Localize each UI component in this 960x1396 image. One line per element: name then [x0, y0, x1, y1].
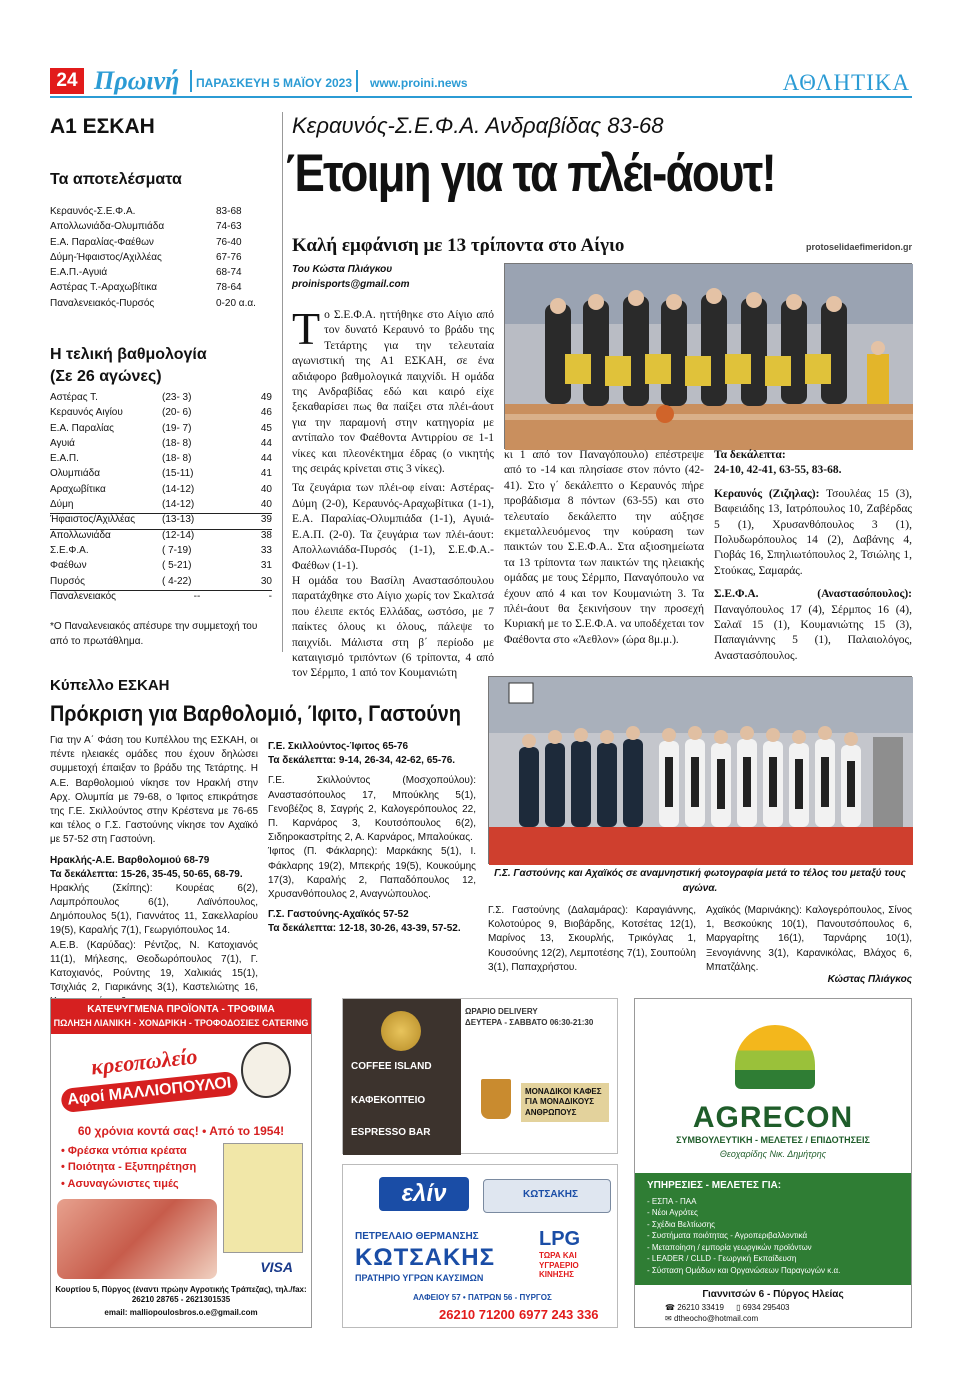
ad4-address: Γιαννιτσών 6 - Πύργος Ηλείας [702, 1289, 844, 1300]
ad4-tagline-2: Θεοχαρίδης Νικ. Δημήτρης [719, 1149, 827, 1159]
cup-column-4: Αχαϊκός (Μαρινάκης): Καλογερόπουλος, Σίνος 1, Βεσκούκης 10(1), Πανουτσόπουλος 6, Μαργαρίτης 16(1), Ταρνάρης 10(1), Ξενογιάννης 3(1), Καρανικόλας, Βλάχος 6, Μπατζάλης. [706, 905, 912, 973]
team-photo-image [505, 264, 913, 450]
ad1-slogan: 60 χρόνια κοντά σας! • Από το 1954! [77, 1123, 285, 1138]
header-divider [356, 70, 358, 92]
mobile-icon: ▯ [736, 1303, 743, 1312]
ad1-top-line-2: ΠΩΛΗΣΗ ΛΙΑΝΙΚΗ - ΧΟΝΔΡΙΚΗ - ΤΡΟΦΟΔΟΣΙΕΣ CATERING [53, 1018, 309, 1028]
dropcap: Τ [292, 303, 321, 354]
article-kicker: Κεραυνός-Σ.Ε.Φ.Α. Ανδραβίδας 83-68 [292, 113, 664, 138]
coffee-ad[interactable] [342, 998, 618, 1154]
standings-row: Πυρσός ( 4-22) 30 [50, 576, 272, 591]
cup-kicker: Κύπελλο ΕΣΚΑΗ [50, 677, 170, 694]
standings-row: Ήφαιστος/Αχιλλέας (13-13) 39 [50, 514, 272, 529]
standings-heading: Η τελική βαθμολογία (Σε 26 αγώνες) [50, 346, 207, 386]
issue-date: ΠΑΡΑΣΚΕΥΗ 5 ΜΑΪΟΥ 2023 [196, 76, 353, 90]
ad1-bullet: • Φρέσκα ντόπια κρέατα [61, 1144, 187, 1157]
ad1-brand-big: Αφοί ΜΑΛΛΙΟΠΟΥΛΟΙ [60, 1070, 238, 1113]
standings-row: Κεραυνός Αιγίου (20- 6) 46 [50, 407, 272, 419]
ad2-brand: COFFEE ISLAND [351, 1061, 432, 1072]
standings-row: Σ.Ε.Φ.Α. ( 7-19) 33 [50, 544, 272, 556]
ad4-service: - Σύσταση Ομάδων και Οργανώσεων Παραγωγών κ.α. [647, 1266, 841, 1276]
ad4-service: - Μεταποίηση / εμπορία γεωργικών προϊόντων [647, 1242, 812, 1252]
standings-row: Παναλενειακός -- - [50, 590, 272, 602]
standings-row: Αραχωβίτικα (14-12) 40 [50, 483, 272, 495]
standings-row: Απολλωνιάδα (12-14) 38 [50, 529, 272, 541]
ad4-services-title: ΥΠΗΡΕΣΙΕΣ - ΜΕΛΕΤΕΣ ΓΙΑ: [647, 1180, 782, 1191]
ad3-lpg-sub: ΤΩΡΑ ΚΑΙ ΥΓΡΑΕΡΙΟ ΚΙΝΗΣΗΣ [539, 1251, 579, 1280]
results-row: Αστέρας Τ.-Αραχωβίτικα 78-64 [50, 282, 242, 294]
ad3-lpg: LPG [539, 1228, 581, 1250]
bull-logo-icon [241, 1042, 291, 1098]
results-row: Ε.Α. Παραλίας-Φαέθων 76-40 [50, 236, 242, 248]
ad2-label-1: ΚΑΦΕΚΟΠΤΕΙΟ [351, 1095, 426, 1106]
standings-row: Δύμη (14-12) 40 [50, 499, 272, 514]
agrecon-logo-icon [735, 1025, 815, 1089]
ad1-email[interactable]: email: malliopoulosbros.o.e@gmail.com [104, 1307, 258, 1317]
withdrawal-note: *Ο Παναλενειακός απέσυρε την συμμετοχή του από το πρωτάθλημα. [50, 621, 258, 647]
watermark: protoselidaefimeridon.gr [806, 242, 913, 252]
byline [292, 263, 410, 292]
header-divider [190, 70, 192, 92]
article-column-2: κι 1 από τον Παναγόπουλο) επέστρεψε από το -14 και πλησίασε στον πόντο (42-41). Στο γ΄ δεκάλεπτο ο Κεραυνός πήρε προβάδισμα 8 πόντων (63-55) και στο τελευταίο δεκάλεπτο την αύξησε εκμεταλλευόμενος την κούραση των παικτών του Σ.Ε.Φ.Α.. Στα αξιοσημείωτα τα 13 τρίποντα των παικτών της ηλειακής ομάδας με τους Σέρμπο, Παναγόπουλο να έχουν από 4 και τον Κουμανιώτη 3. Τα πλέι-άουτ θα ξεκινήσουν την προσεχή Κυριακή με το Σ.Ε.Φ.Α. να υποδέχεται τον Φαέθοντα στο «Άεθλον» (ώρα 8μ.μ.). [504, 449, 704, 646]
ad1-bullet: • Ασυναγώνιστες τιμές [61, 1177, 179, 1190]
standings-row: Ολυμπιάδα (15-11) 41 [50, 468, 272, 480]
cup-title: Πρόκριση για Βαρθολομιό, Ίφιτο, Γαστούνη [50, 701, 461, 726]
agrecon-ad[interactable] [634, 998, 912, 1328]
ad2-hours-title: ΩΡΑΡΙΟ DELIVERY [465, 1007, 538, 1016]
ad1-brand-small: κρεοπωλείο [89, 1043, 199, 1080]
ad2-hours: ΔΕΥΤΕΡΑ - ΣΑΒΒΑΤΟ 06:30-21:30 [465, 1017, 594, 1027]
standings-row: Φαέθων ( 5-21) 31 [50, 560, 272, 572]
ad4-phone-2: 6934 295403 [742, 1303, 790, 1312]
phone-icon: ☎ [665, 1303, 678, 1312]
ad4-tagline-1: ΣΥΜΒΟΥΛΕΥΤΙΚΗ - ΜΕΛΕΤΕΣ / ΕΠΙΔΟΤΗΣΕΙΣ [676, 1135, 870, 1145]
ad3-truck-label: ΚΩΤΣΑΚΗΣ [523, 1189, 579, 1200]
page-number: 24 [50, 68, 84, 94]
results-heading: Τα αποτελέσματα [50, 171, 182, 188]
elin-logo: ελίν [379, 1177, 469, 1211]
results-row: Παναλενειακός-Πυρσός 0-20 α.α. [50, 297, 256, 309]
standings-row: Ε.Α. Παραλίας (19- 7) 45 [50, 422, 272, 434]
ad2-box: ΜΟΝΑΔΙΚΟΙ ΚΑΦΕΣ ΓΙΑ ΜΟΝΑΔΙΚΟΥΣ ΑΝΘΡΩΠΟΥΣ [521, 1083, 609, 1122]
results-row: Κεραυνός-Σ.Ε.Φ.Α. 83-68 [50, 206, 242, 217]
ad4-service: - Συστήματα ποιότητας - Αγροπεριβαλλοντικά [647, 1231, 808, 1241]
article-subtitle: Καλή εμφάνιση με 13 τρίποντα στο Αίγιο [292, 235, 625, 256]
results-row: Δύμη-Ήφαιστος/Αχιλλέας 67-76 [50, 251, 242, 263]
results-row: Ε.Α.Π.-Αγυιά 68-74 [50, 267, 242, 279]
cup-column-1: Για την Α΄ Φάση του Κυπέλλου της ΕΣΚΑΗ, οι πέντε ηλειακές ομάδες που έχουν δηλώσει συμμετοχή έπαιξαν το βράδυ της Τετάρτης. Η Α.Ε. Βαρθολομιού νίκησε τον Ηρακλή στην Αρχ. Ολυμπία με 79-68, ο Ίφιτος επικράτησε της Γ.Ε. Σκιλλούντος στην Κρέστενα με 76-65 και τέλος ο Γ.Σ. Γαστούνης νίκησε τον Αχαϊκό με 57-52 στη Γαστούνη. Ηρακλής-Α.Ε. Βαρθολομιού 68-79 Τα δεκάλεπτα: 15-26, 35-45, 50-65, 68-79. Ηρακλής (Σκίπης): Κουρέας 6(2), Λαμπρόπουλος 6(1), Λαϊνόπουλος, Δημόπουλος 5(1), Γιαννάτος 11, Σακελλαρίου 19(5), Καραλής 7(1), Γεωργιόπουλος 14. Α.Ε.Β. (Καρύδας): Ρέντζος, Ν. Κατοχιανός 11(1), Μήλεσης, Θεοδωρόπουλος 7(1), Γ. Κατοχιανός, Ρούντης 19, Χαλικιάς 15(1), Τσιχλιάς 2, Γιαρικάνης 3(1), Καστελιώτης 16, [50, 735, 258, 994]
card-promo-image [223, 1143, 303, 1253]
results-table [50, 206, 262, 313]
ad2-label-2: ESPRESSO BAR [351, 1127, 431, 1138]
butcher-ad[interactable] [50, 998, 312, 1328]
flower-logo-icon [381, 1011, 421, 1051]
ad3-line-1: ΠΕΤΡΕΛΑΙΟ ΘΕΡΜΑΝΣΗΣ [355, 1231, 479, 1242]
ad4-brand: AGRECON [692, 1101, 854, 1134]
cup-photo [488, 676, 912, 864]
site-url[interactable]: www.proini.news [370, 76, 468, 90]
standings-row: Ε.Α.Π. (18- 8) 44 [50, 453, 272, 465]
column-divider [282, 112, 283, 652]
ad1-top-line-1: ΚΑΤΕΨΥΓΜΕΝΑ ΠΡΟΪΟΝΤΑ - ΤΡΟΦΙΜΑ [87, 1004, 275, 1015]
ad3-phone-2: 6977 243 336 [519, 1307, 599, 1322]
ad3-address: ΑΛΦΕΙΟΥ 57 • ΠΑΤΡΩΝ 56 - ΠΥΡΓΟΣ [413, 1293, 552, 1302]
ad4-service: - Σχέδια Βελτίωσης [647, 1219, 716, 1229]
cup-column-2: Γ.Ε. Σκιλλούντος-Ίφιτος 65-76 Τα δεκάλεπτα: 9-14, 26-34, 42-62, 65-76. Γ.Ε. Σκιλλούντος (Μοσχοπούλου): Αναστασόπουλος 17, Μπούκλης 5(1), Γενοβέζος 8, Σαγρής 2, Καλογερόπουλος 22, Π. Καρνάρος 3, Κουτσόπουλος 6(2), Σιδηροκαστρίτης 2, Α. Καρνάρος, Μπαλούκας. Ίφιτος (Π. Φάκλαρης): Μαρκάκης 5(1), Ι. Φάκλαρης 19(2), Μπεκρής 19(5), Κουκούμης 17(3), Καραλής 2, Παπαδόπουλος 12, Χρυσανθόπουλος 2, Αναγνώπουλος. Γ.Σ. Γαστούνης-Αχαϊκός 57-52 Τα δεκάλεπτα: 12-18, 30-26, 43-39, 57-52. [268, 741, 476, 935]
section-title: ΑΘΛΗΤΙΚΑ [782, 70, 910, 95]
mail-icon: ✉ [665, 1313, 674, 1323]
cup-photo-caption: Γ.Σ. Γαστούνης και Αχαϊκός σε αναμνηστική φωτογραφία μετά το τέλος του μεταξύ τους αγώνα. [494, 868, 906, 894]
team-photo [504, 263, 912, 449]
ad1-bullet: • Ποιότητα - Εξυπηρέτηση [61, 1161, 197, 1174]
ad4-service: - ΕΣΠΑ - ΠΑΑ [647, 1196, 697, 1206]
cup-photo-image [489, 677, 913, 865]
ad4-service: - Νέοι Αγρότες [647, 1208, 698, 1218]
article-column-3: Τα δεκάλεπτα: 24-10, 42-41, 63-55, 83-68. Κεραυνός (Ζιζηλας): Τσουλέας 15 (3), Βαφειάδης 13, Ιατρόπουλος 10, Ζαβέρδας 5 (1), Χρυσανθόπουλος 3 (1), Πολυδωρόπουλος 14 (2), Δαβάνης 4, Γιοβάς 16, Σπηλιωτόπουλος 2, Τσιώλης 1, Στούκας, Σαμαράς. Σ.Ε.Φ.Α. (Αναστασόπουλος): Παναγόπουλος 17 (4), Σέρμπος 16 (4), Σαλαϊ 15 (1), Κουμανιώτης 15 (3), Παπαγιάννης 5 (1), Παλαιολόγος, Αναστασόπουλος. [714, 449, 912, 662]
author-name: Του Κώστα Πλιάγκου [292, 264, 393, 275]
ad4-email[interactable]: dtheocho@hotmail.com [673, 1313, 759, 1323]
standings-table [50, 392, 272, 606]
coffee-cup-icon [481, 1079, 511, 1119]
results-row: Απολλωνιάδα-Ολυμπιάδα 74-63 [50, 221, 242, 233]
ad3-phone-1: 26210 71200 [439, 1307, 515, 1322]
article-title: Έτοιμη για τα πλέι-άουτ! [286, 144, 775, 203]
visa-logo: VISA [260, 1258, 293, 1275]
signature: Κώστας Πλιάγκος [827, 974, 912, 985]
author-email[interactable]: proinisports@gmail.com [292, 278, 410, 290]
page-header [50, 64, 912, 98]
article-column-1: Τ ο Σ.Ε.Φ.Α. ηττήθηκε στο Αίγιο από τον δυνατό Κεραυνό το βράδυ της Τετάρτης για την τελευταία αγωνιστική της Α1 ΕΣΚΑΗ, σε ένα αδιάφορο βαθμολογικά παιχνίδι. Η ομάδα της Ανδραβίδας εδώ και καιρό είχε ξεκαθαρίσει πως θα παίξει στα πλέι-άουτ για την παραμονή στην κατηγορία με αντίπαλο τον Φαέθοντα Αντιρρίου σε 1-1 νίκες και πλεονέκτημα έδρας (ο νικητής της σειράς κρίνεται στις 3 νίκες). Τα ζευγάρια των πλέι-οφ είναι: Αστέρας-Δύμη (2-0), Κεραυνός-Αραχωβίτικα (1-1), Ε.Α. Παραλίας-Ολυμπιάδα (1-1), Αγυιά-Ε.Α.Π. (2-0). Τα ζευγάρια των πλέι-άουτ: Απολλωνιάδα-Πυρσός (1-1), Σ.Ε.Φ.Α.-Φαέθων (1-1). Η ομάδα του Βασίλη Αναστασόπουλου παρατάχθηκε στο Αίγιο χωρίς τον Σκαλτσά που έλειπε εκτός Ελλάδας, ωστόσο, με 7 παίκτες όλους κι όλους, πάλεψε το παιχνίδι. Μάλιστα στη β΄ περίοδο με καταιγισμό τριπόντων (6 τρίποντα, 4 από τον Σέρμπο, 1 από τον Κουμανιώτη [292, 303, 494, 680]
standings-row: Αστέρας Τ. (23- 3) 49 [50, 392, 272, 403]
standings-row: Αγυιά (18- 8) 44 [50, 437, 272, 449]
ad4-service: - LEADER / CLLD - Γεωργική Εκπαίδευση [647, 1254, 797, 1264]
fuel-ad[interactable] [342, 1164, 618, 1328]
cup-column-3: Γ.Σ. Γαστούνης (Δαλαμάρας): Καραγιάννης, Κολοτούρος 9, Βιοβάρδης, Κοτσέτας 12(1), Μαρίνος 13, Σκουρλής, Τρικόγλας 1, Κουσούνης 12(2), Λεμποτέσης 7(1), Σουπούλη 3(1), Παπαχρήστου. [488, 905, 696, 973]
league-title: Α1 ΕΣΚΑΗ [50, 115, 155, 138]
ad3-line-2: ΠΡΑΤΗΡΙΟ ΥΓΡΩΝ ΚΑΥΣΙΜΩΝ [355, 1273, 484, 1283]
newspaper-logo: Πρωινή [94, 66, 180, 95]
ad3-name: ΚΩΤΣΑΚΗΣ [355, 1244, 496, 1271]
ad4-phone-1: 26210 33419 [677, 1303, 724, 1312]
ad1-address: Κουρτίου 5, Πύργος (έναντι πρώην Αγροτικής Τράπεζας), τηλ./fax: 26210 28765 - 2621301535 [55, 1284, 307, 1305]
meat-products-image [57, 1199, 217, 1279]
